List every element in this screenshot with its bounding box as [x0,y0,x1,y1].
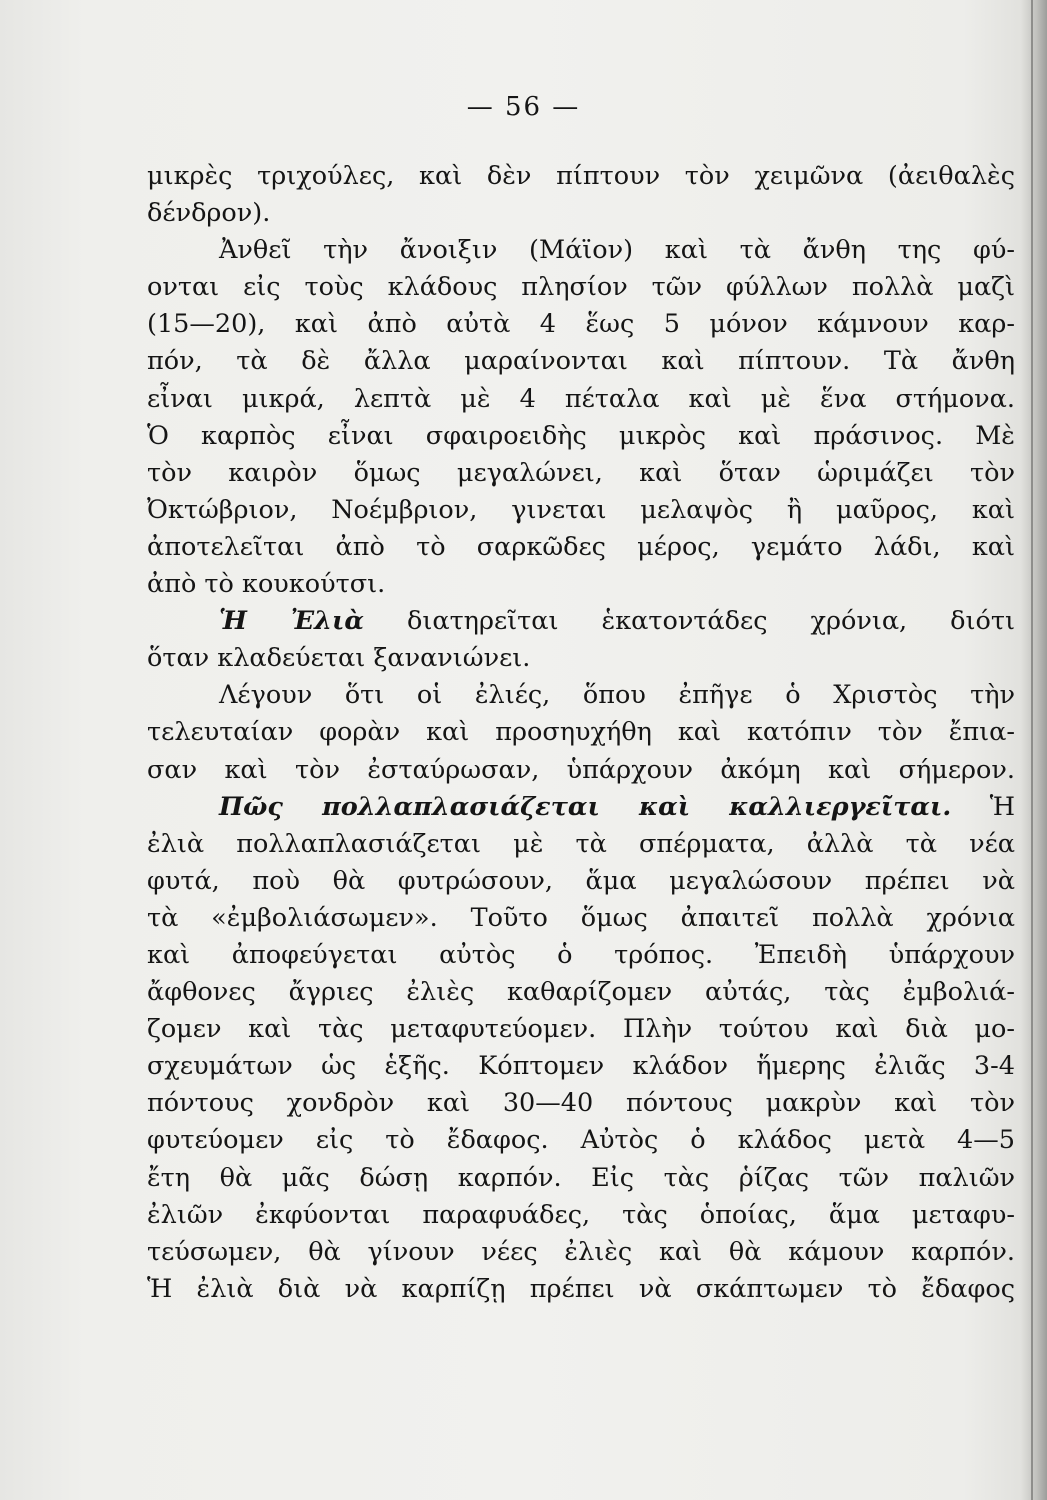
text-line: τελευταίαν φορὰν καὶ προσηυχήθη καὶ κατόπιν τὸν ἔπια- [147,717,1015,748]
text-line: πόντους χονδρὸν καὶ 30—40 πόντους μακρὺν καὶ τὸν [147,1088,1015,1119]
text-line: ὅταν κλαδεύεται ξανανιώνει. [147,643,531,674]
text-line: φυτά, ποὺ θὰ φυτρώσουν, ἅμα μεγαλώσουν πρέπει νὰ [147,865,1015,896]
text-line [147,603,1015,640]
text-line: τὰ «ἐμβολιάσωμεν». Τοῦτο ὅμως ἀπαιτεῖ πολλὰ χρόνια [147,902,1015,933]
text-line: Ἡ ἐλιὰ διὰ νὰ καρπίζῃ πρέπει νὰ σκάπτωμεν τὸ ἔδαφος [147,1273,1015,1304]
text-line: ἄφθονες ἄγριες ἐλιὲς καθαρίζομεν αὐτάς, τὰς ἐμβολιά- [147,977,1015,1008]
text-line: τεύσωμεν, θὰ γίνουν νέες ἐλιὲς καὶ θὰ κάμουν καρπόν. [147,1236,1015,1267]
text-line: ονται εἰς τοὺς κλάδους πλησίον τῶν φύλλων πολλὰ μαζὶ [147,272,1015,303]
heading-pos: Πῶς πολλαπλασιάζεται καὶ καλλιεργεῖται. [219,791,952,822]
text-line: σχευμάτων ὡς ἑξῆς. Κόπτομεν κλάδον ἥμερης ἐλιᾶς 3-4 [147,1051,1015,1082]
text-line: Ὁ καρπὸς εἶναι σφαιροειδὴς μικρὸς καὶ πράσινος. Μὲ [147,420,1015,451]
text-line-rest: Ἡ [989,791,1015,822]
page-edge-line [1031,0,1033,1500]
text-line: ἐλιῶν ἐκφύονται παραφυάδες, τὰς ὁποίας, ἅμα μεταφυ- [147,1199,1015,1230]
text-line: Ὀκτώβριον, Νοέμβριον, γινεται μελαψὸς ἢ μαῦρος, καὶ [147,494,1015,525]
text-line: φυτεύομεν εἰς τὸ ἔδαφος. Αὐτὸς ὁ κλάδος μετὰ 4—5 [147,1125,1015,1156]
text-line: σαν καὶ τὸν ἐσταύρωσαν, ὑπάρχουν ἀκόμη καὶ σήμερον. [147,754,1015,785]
text-line: δένδρον). [147,198,271,229]
body-text [147,158,1015,1308]
text-line [147,789,1015,826]
page-number: — 56 — [466,92,581,122]
text-line: καὶ ἀποφεύγεται αὐτὸς ὁ τρόπος. Ἐπειδὴ ὑπάρχουν [147,939,1015,970]
text-line: ζομεν καὶ τὰς μεταφυτεύομεν. Πλὴν τούτου καὶ διὰ μο- [147,1014,1015,1045]
text-line: μικρὲς τριχούλες, καὶ δὲν πίπτουν τὸν χειμῶνα (ἀειθαλὲς [147,161,1015,191]
text-line: ἐλιὰ πολλαπλασιάζεται μὲ τὰ σπέρματα, ἀλλὰ τὰ νέα [147,828,1015,859]
text-line: (15—20), καὶ ἀπὸ αὐτὰ 4 ἕως 5 μόνον κάμνουν καρ- [147,309,1015,340]
text-line: Ἀνθεῖ τὴν ἄνοιξιν (Μάϊον) καὶ τὰ ἄνθη της φύ- [219,235,1015,266]
text-line-rest: διατηρεῖται ἑκατοντάδες χρόνια, διότι [407,606,1015,637]
text-line: ἀπὸ τὸ κουκούτσι. [147,569,386,600]
text-line: εἶναι μικρά, λεπτὰ μὲ 4 πέταλα καὶ μὲ ἕνα στήμονα. [147,383,1015,414]
page-edge-shadow [1021,0,1047,1500]
heading-elia: Ἡ Ἐλιὰ [219,606,364,637]
text-line: ἔτη θὰ μᾶς δώσῃ καρπόν. Εἰς τὰς ῥίζας τῶν παλιῶν [147,1162,1015,1193]
text-line: ἀποτελεῖται ἀπὸ τὸ σαρκῶδες μέρος, γεμάτο λάδι, καὶ [147,531,1015,562]
text-line: τὸν καιρὸν ὅμως μεγαλώνει, καὶ ὅταν ὡριμάζει τὸν [147,457,1015,488]
text-line: πόν, τὰ δὲ ἄλλα μαραίνονται καὶ πίπτουν. Τὰ ἄνθη [147,346,1015,377]
text-line: Λέγουν ὅτι οἱ ἐλιές, ὅπου ἐπῆγε ὁ Χριστὸς τὴν [219,680,1015,711]
